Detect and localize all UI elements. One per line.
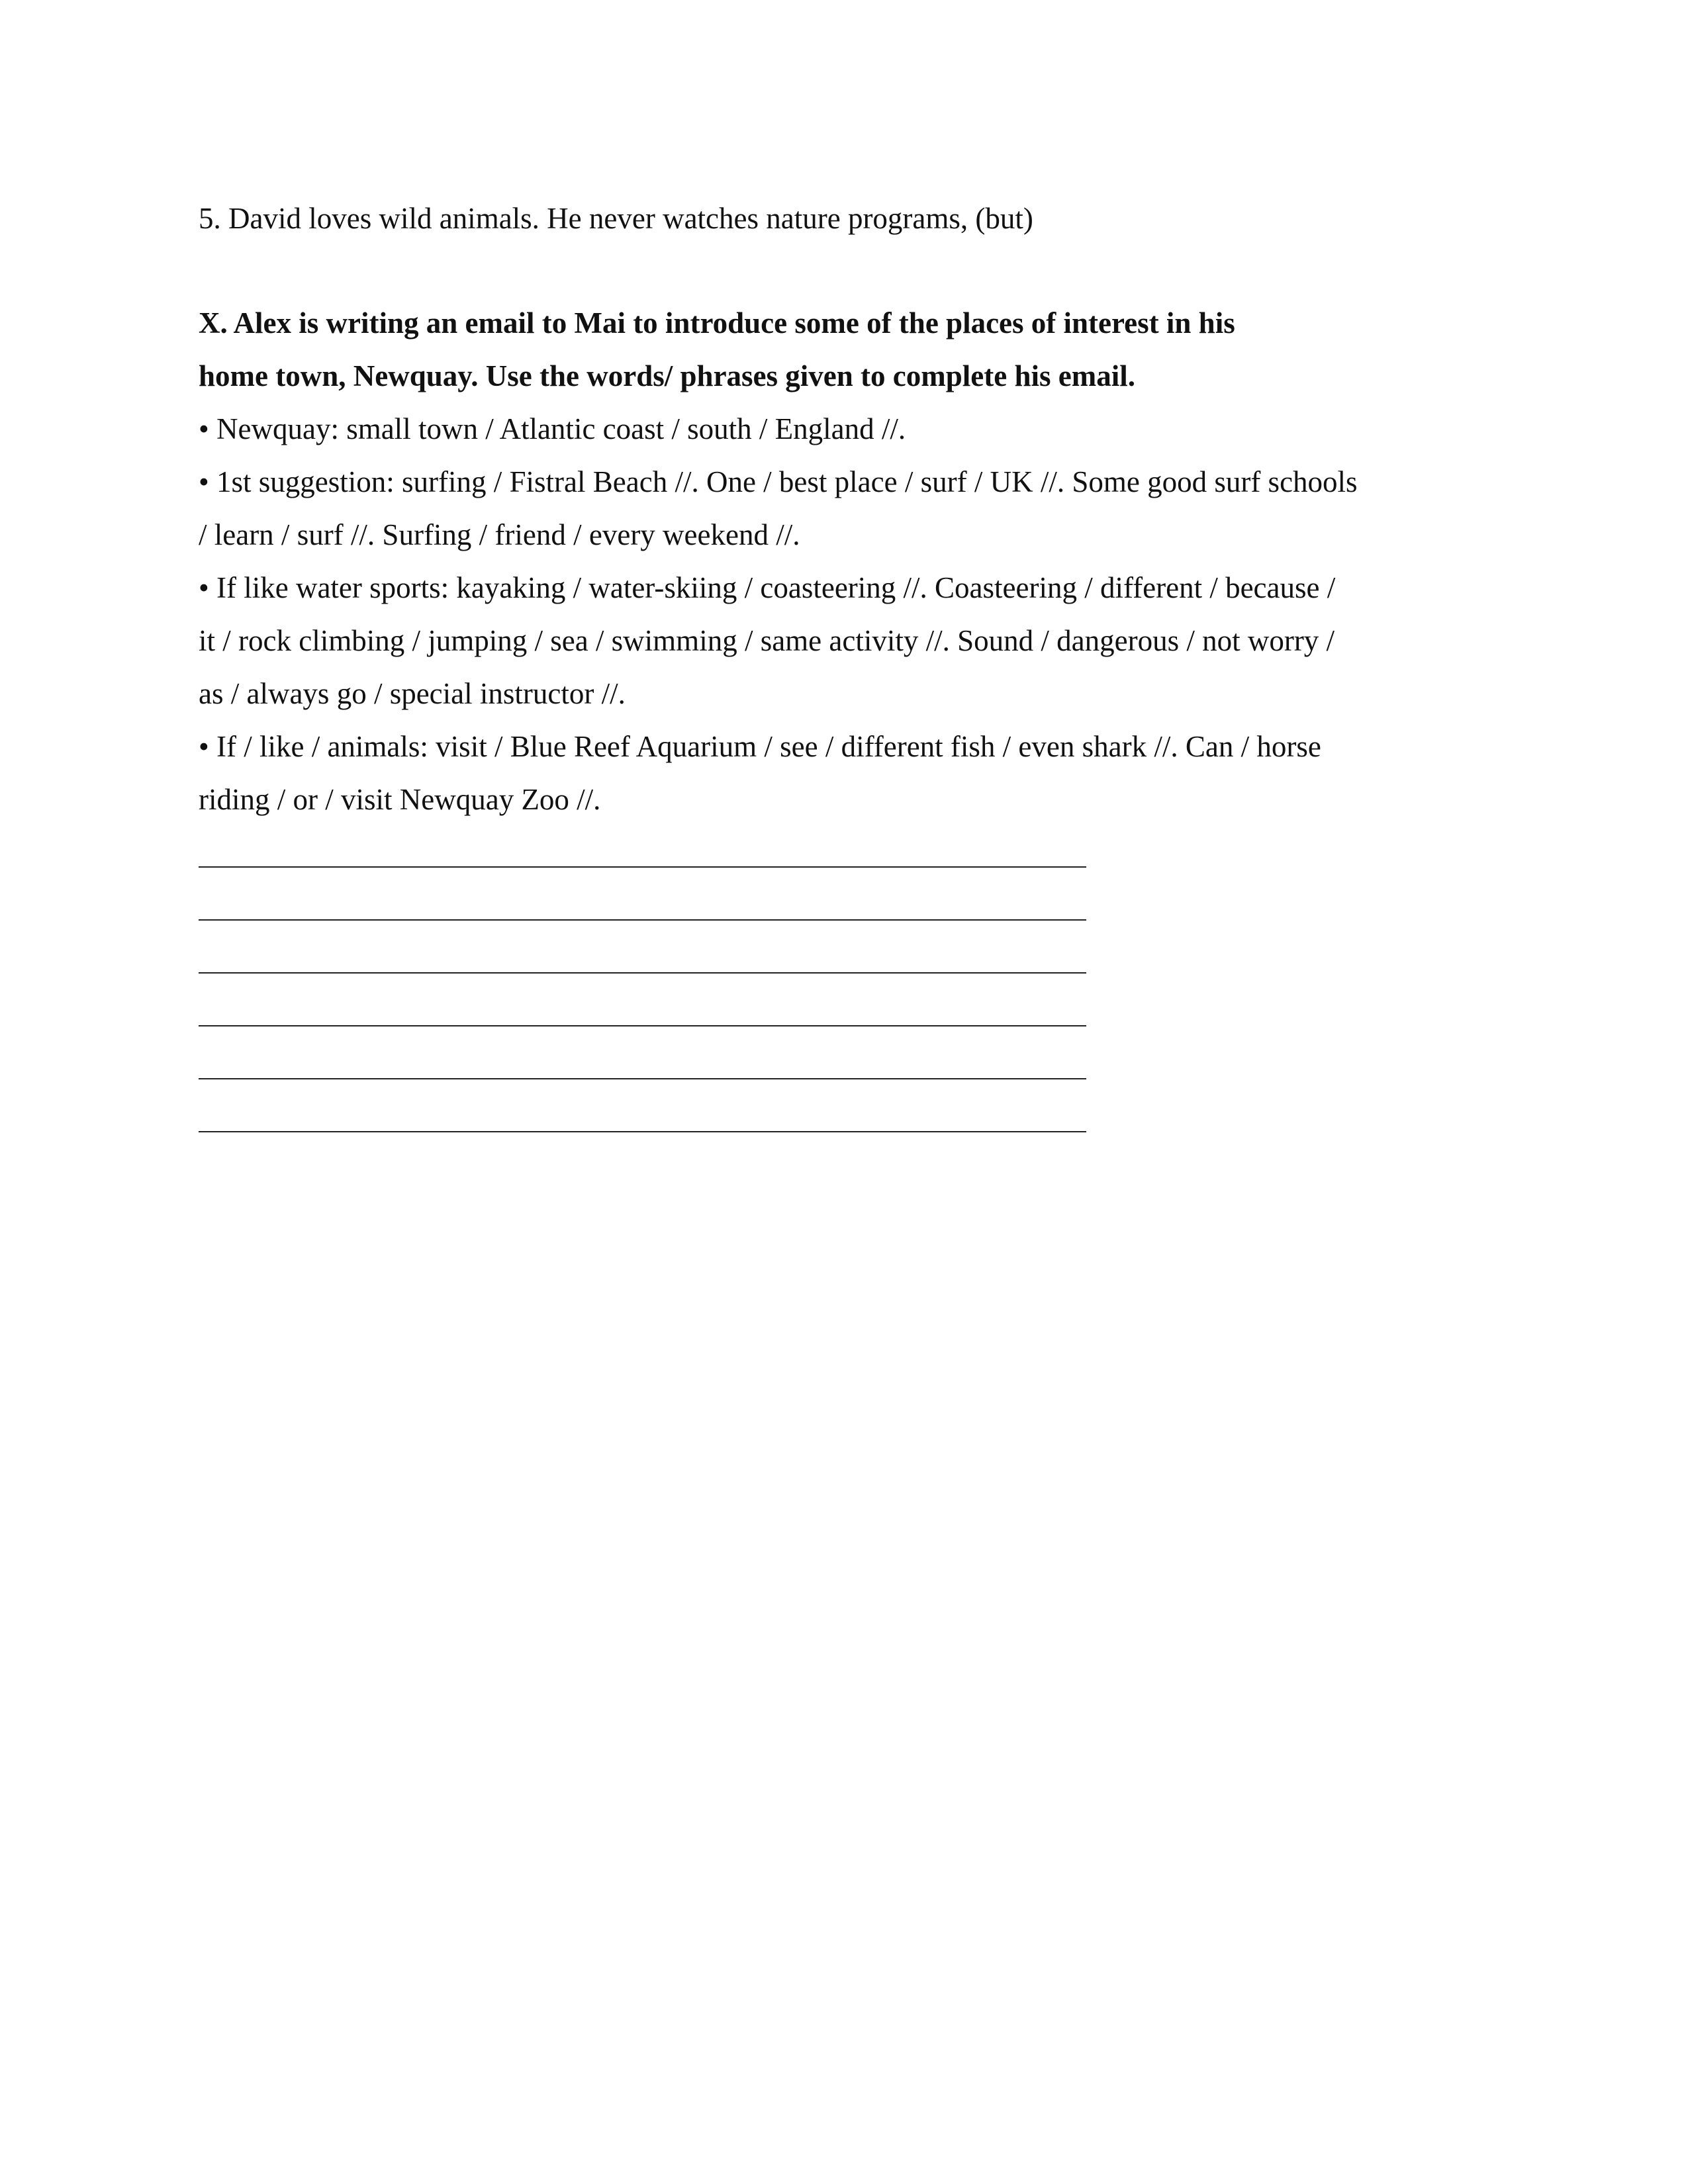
answer-line-5[interactable] (199, 1078, 1086, 1079)
answer-line-4[interactable] (199, 1025, 1086, 1026)
bullet-animals-line-2: riding / or / visit Newquay Zoo //. (199, 783, 601, 816)
answer-line-3[interactable] (199, 972, 1086, 974)
bullet-water-sports-line-1: • If like water sports: kayaking / water-skiing / coasteering //. Coasteering / different / because / (199, 571, 1336, 604)
bullet-water-sports-line-3: as / always go / special instructor //. (199, 677, 626, 710)
bullet-water-sports-line-2: it / rock climbing / jumping / sea / swimming / same activity //. Sound / dangerous / not worry / (199, 624, 1335, 657)
section-x-heading-line-2: home town, Newquay. Use the words/ phrases given to complete his email. (199, 359, 1135, 392)
item-5-sentence: 5. David loves wild animals. He never watches nature programs, (but) (199, 202, 1033, 235)
answer-line-6[interactable] (199, 1131, 1086, 1132)
bullet-surfing-line-2: / learn / surf //. Surfing / friend / every weekend //. (199, 518, 800, 551)
section-x-heading-line-1: X. Alex is writing an email to Mai to introduce some of the places of interest in his (199, 306, 1235, 340)
bullet-surfing-line-1: • 1st suggestion: surfing / Fistral Beach //. One / best place / surf / UK //. Some good surf schools (199, 465, 1358, 498)
bullet-newquay: • Newquay: small town / Atlantic coast / south / England //. (199, 412, 906, 445)
bullet-animals-line-1: • If / like / animals: visit / Blue Reef Aquarium / see / different fish / even shark //. Can / horse (199, 730, 1321, 763)
answer-line-2[interactable] (199, 919, 1086, 921)
answer-line-1[interactable] (199, 866, 1086, 868)
